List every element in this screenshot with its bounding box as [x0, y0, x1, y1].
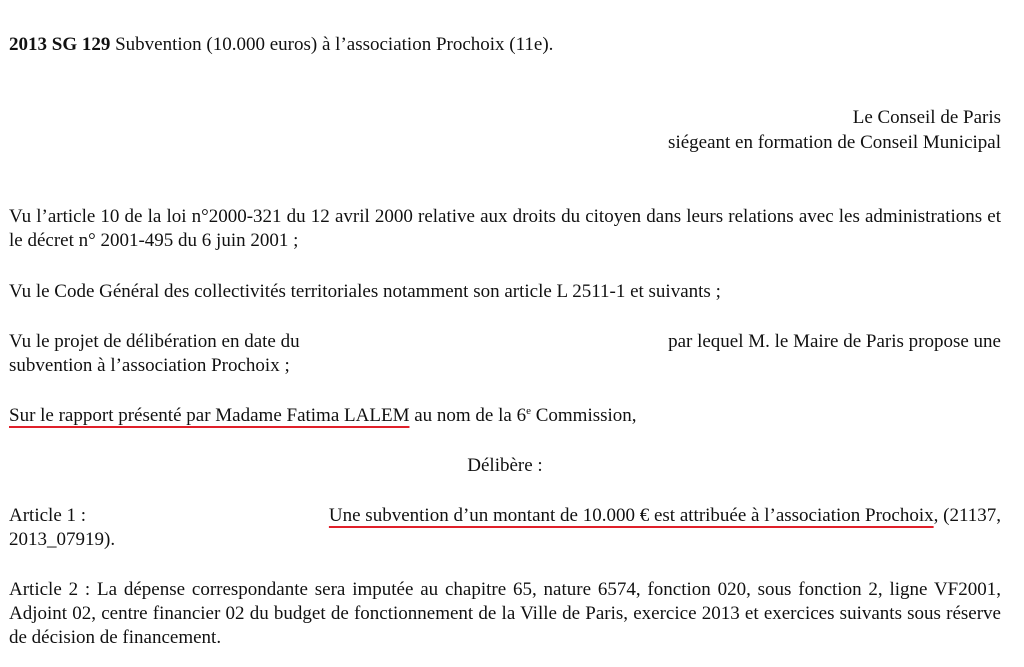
document-page	[9, 0, 1001, 667]
council-formation: siégeant en formation de Conseil Municipal	[668, 132, 1001, 153]
vu-projet-left: Vu le projet de délibération en date du	[9, 331, 300, 352]
rapport-underlined-text: Sur le rapport présenté par Madame Fatima LALEM	[9, 405, 410, 426]
vu-code-general: Vu le Code Général des collectivités territoriales notamment son article L 2511-1 et suivants ;	[9, 281, 721, 302]
article-1-body	[329, 504, 1001, 528]
vu-projet-line2: subvention à l’association Prochoix ;	[9, 355, 290, 376]
article-1	[9, 504, 1001, 552]
rapport-ordinal-suffix: e	[526, 405, 531, 417]
rapport-commission-end: Commission,	[530, 405, 637, 426]
article-1-label: Article 1 :	[9, 505, 87, 526]
article-1-reference: , (21137,	[933, 505, 1001, 526]
rapport-commission-text: au nom de la 6	[409, 405, 527, 426]
article-1-line2: 2013_07919).	[9, 529, 116, 550]
vu-projet-right: par lequel M. le Maire de Paris propose une	[668, 331, 1001, 352]
council-name: Le Conseil de Paris	[852, 107, 1001, 128]
vu-article-10: Vu l’article 10 de la loi n°2000-321 du 12 avril 2000 relative aux droits du citoyen dans leurs relations avec les administrations et le décret n° 2001-495 du 6 juin 2001 ;	[9, 206, 1001, 251]
deliberation-title	[9, 33, 553, 57]
rapport-paragraph	[9, 404, 1001, 428]
deliberation-reference: 2013 SG 129	[9, 34, 111, 55]
article-1-underlined-text: Une subvention d’un montant de 10.000 € est attribuée à l’association Prochoix	[328, 505, 934, 526]
delibere-heading: Délibère :	[467, 455, 543, 476]
article-2: Article 2 : La dépense correspondante sera imputée au chapitre 65, nature 6574, fonction 020, sous fonction 2, ligne VF2001, Adjoint 02, centre financier 02 du budget de fonctionnement de la Ville de Paris, exercice 2013 et exercices suivants sous réserve de décision de financement.	[9, 579, 1001, 648]
deliberation-subject: Subvention (10.000 euros) à l’association Prochoix (11e).	[115, 34, 554, 55]
